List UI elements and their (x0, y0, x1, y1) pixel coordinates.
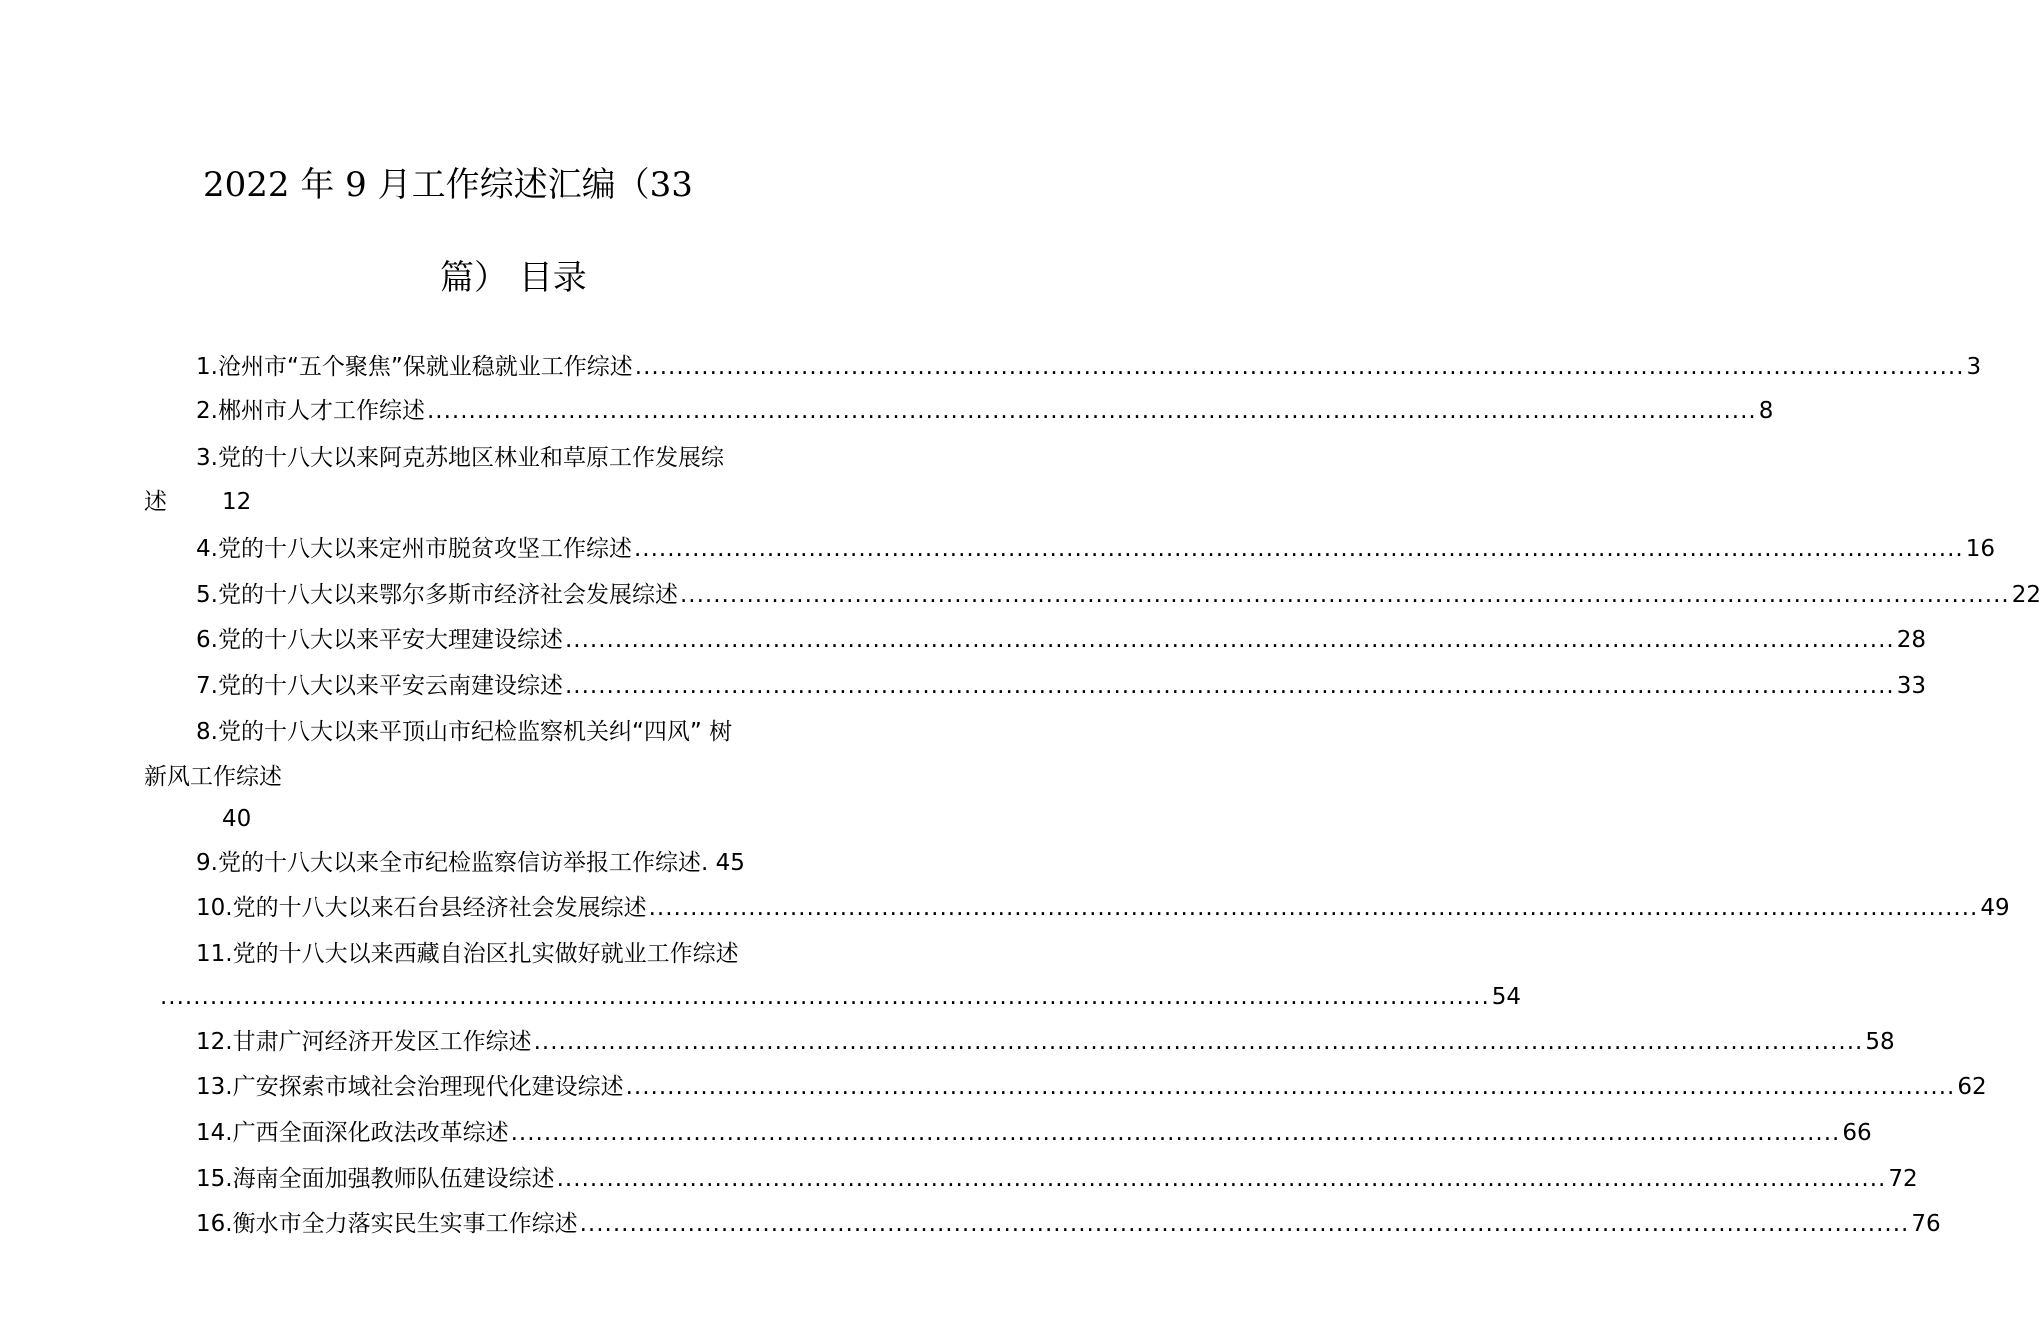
toc-entry-13[interactable] (196, 1072, 1987, 1102)
toc-entry-text: 7.党的十八大以来平安云南建设综述 (196, 673, 563, 699)
toc-entry-text: 16.衡水市全力落实民生实事工作综述 (196, 1211, 578, 1237)
toc-entry-16[interactable] (196, 1209, 1941, 1239)
toc-entry-3-continuation (144, 487, 167, 517)
toc-leader-dots: ................................................................................................................................................................ (556, 1166, 1887, 1192)
toc-entry-1[interactable] (196, 352, 1982, 382)
toc-entry-text: 8.党的十八大以来平顶山市纪检监察机关纠“四风” 树 (196, 719, 733, 745)
document-title-line-1: 2022 年 9 月工作综述汇编（33 (203, 165, 693, 205)
toc-entry-text: 9.党的十八大以来全市纪检监察信访举报工作综述 (196, 850, 701, 876)
toc-entry-text: 3.党的十八大以来阿克苏地区林业和草原工作发展综 (196, 445, 724, 471)
toc-entry-text: 2.郴州市人才工作综述 (196, 398, 425, 424)
toc-leader-dots: ................................................................................................................................................................ (633, 536, 1964, 562)
toc-page-number: 58 (1865, 1029, 1895, 1055)
toc-entry-text: 12.甘肃广河经济开发区工作综述 (196, 1029, 532, 1055)
toc-page-number: 49 (1980, 895, 2010, 921)
toc-page-number: 62 (1957, 1074, 1987, 1100)
toc-page-number: 8 (1758, 398, 1774, 424)
toc-entry-6[interactable] (196, 625, 1926, 655)
document-title-line-2: 篇） 目录 (440, 258, 587, 298)
toc-entry-text: 1.沧州市“五个聚焦”保就业稳就业工作综述 (196, 354, 633, 380)
toc-leader-dots: ................................................................................................................................................................ (564, 627, 1895, 653)
toc-entry-5[interactable] (196, 580, 2041, 610)
toc-page-number: 66 (1842, 1120, 1872, 1146)
toc-entry-10[interactable] (196, 893, 2010, 923)
toc-entry-text: 15.海南全面加强教师队伍建设综述 (196, 1166, 555, 1192)
toc-leader-dots: ................................................................................................................................................................ (634, 354, 1965, 380)
toc-entry-3[interactable] (196, 443, 724, 473)
toc-entry-text: 6.党的十八大以来平安大理建设综述 (196, 627, 563, 653)
toc-entry-2[interactable] (196, 396, 1774, 426)
toc-entry-12[interactable] (196, 1027, 1895, 1057)
toc-entry-11-continuation (158, 982, 1522, 1012)
toc-leader-dots: ................................................................................................................................................................ (564, 673, 1895, 699)
toc-entry-text: 13.广安探索市域社会治理现代化建设综述 (196, 1074, 624, 1100)
toc-page-number: 33 (1896, 673, 1926, 699)
toc-leader-dots: ................................................................................................................................................................ (579, 1211, 1910, 1237)
toc-entry-15[interactable] (196, 1164, 1918, 1194)
toc-page-number: 22 (2011, 582, 2041, 608)
toc-page-number: 72 (1888, 1166, 1918, 1192)
toc-entry-8-continuation (144, 762, 282, 792)
toc-entry-text: 10.党的十八大以来石台县经济社会发展综述 (196, 895, 647, 921)
toc-leader-dots: ................................................................................................................................................................ (533, 1029, 1864, 1055)
toc-leader-dots: ................................................................................................................................................................ (648, 895, 1979, 921)
toc-entry-text: 5.党的十八大以来鄂尔多斯市经济社会发展综述 (196, 582, 678, 608)
toc-page-number: 16 (1965, 536, 1995, 562)
toc-leader-dots: . (700, 850, 716, 876)
toc-entry-7[interactable] (196, 671, 1926, 701)
toc-leader-dots: ................................................................................................................................................................ (160, 984, 1490, 1010)
toc-leader-dots: ................................................................................................................................................................ (679, 582, 2010, 608)
toc-page-number: 40 (222, 806, 252, 832)
toc-page-number: 28 (1896, 627, 1926, 653)
toc-page-number: 3 (1966, 354, 1982, 380)
toc-entry-text-continued: 新风工作综述 (144, 764, 282, 790)
toc-page-number: 54 (1491, 984, 1522, 1010)
toc-entry-text: 4.党的十八大以来定州市脱贫攻坚工作综述 (196, 536, 632, 562)
toc-entry-8[interactable] (196, 717, 732, 747)
toc-page-number: 45 (715, 850, 745, 876)
toc-entry-11[interactable] (196, 939, 739, 969)
toc-entry-14[interactable] (196, 1118, 1872, 1148)
toc-leader-dots: ................................................................................................................................................................ (510, 1120, 1841, 1146)
toc-entry-text-continued: 述 (144, 489, 167, 515)
toc-entry-4[interactable] (196, 534, 1995, 564)
toc-page-number: 76 (1911, 1211, 1941, 1237)
toc-leader-dots: ................................................................................................................................................................ (625, 1074, 1956, 1100)
toc-entry-9[interactable] (196, 848, 745, 878)
toc-entry-text: 11.党的十八大以来西藏自治区扎实做好就业工作综述 (196, 941, 739, 967)
toc-leader-dots: ................................................................................................................................................................ (426, 398, 1757, 424)
toc-page-number: 12 (222, 489, 252, 515)
toc-entry-text: 14.广西全面深化政法改革综述 (196, 1120, 509, 1146)
